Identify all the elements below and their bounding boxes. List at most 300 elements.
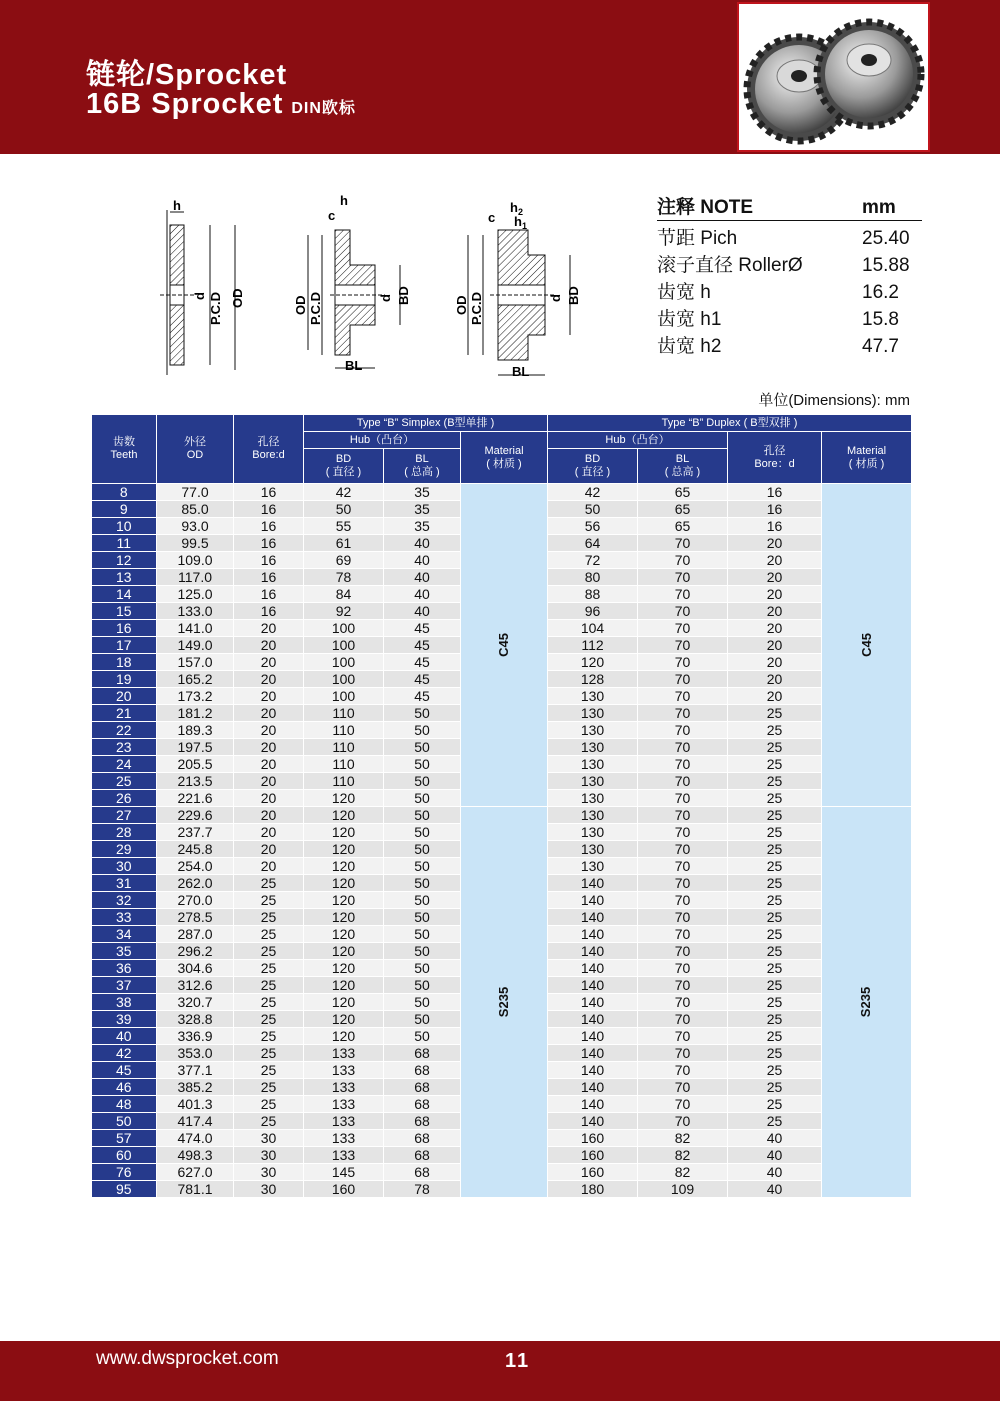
bd-cell: 133	[304, 1130, 384, 1147]
table-row	[92, 484, 912, 501]
table-row	[92, 807, 912, 824]
simplex-sprocket-drawing	[293, 193, 411, 373]
duplex-bore-cell: 25	[728, 858, 822, 875]
duplex-bd-cell: 130	[548, 790, 638, 807]
duplex-bd-cell: 140	[548, 1079, 638, 1096]
note-label: 齿宽 h1	[657, 309, 722, 330]
duplex-bore-cell: 25	[728, 909, 822, 926]
duplex-bore-cell: 40	[728, 1164, 822, 1181]
duplex-bd-cell: 140	[548, 909, 638, 926]
duplex-bl-cell: 70	[638, 1011, 728, 1028]
duplex-bore-cell: 20	[728, 671, 822, 688]
duplex-bore-cell: 40	[728, 1130, 822, 1147]
duplex-bl-cell: 70	[638, 637, 728, 654]
teeth-cell: 12	[92, 552, 157, 569]
bl-cell: 50	[384, 773, 461, 790]
note-row	[657, 333, 922, 360]
bd-cell: 120	[304, 1028, 384, 1045]
teeth-cell: 22	[92, 722, 157, 739]
od-cell: 401.3	[157, 1096, 234, 1113]
duplex-bl-cell: 70	[638, 603, 728, 620]
label-pcd-simplex: P.C.D	[308, 292, 323, 325]
duplex-bd-cell: 130	[548, 756, 638, 773]
note-title: 注释 NOTE	[657, 197, 754, 218]
bd-cell: 110	[304, 722, 384, 739]
bd-cell: 50	[304, 501, 384, 518]
duplex-bl-cell: 70	[638, 569, 728, 586]
bd-cell: 120	[304, 926, 384, 943]
bd-cell: 133	[304, 1062, 384, 1079]
bl-cell: 68	[384, 1045, 461, 1062]
bd-cell: 55	[304, 518, 384, 535]
teeth-cell: 17	[92, 637, 157, 654]
duplex-bl-cell: 82	[638, 1147, 728, 1164]
teeth-cell: 57	[92, 1130, 157, 1147]
bl-cell: 50	[384, 1011, 461, 1028]
sprocket-photo	[737, 2, 930, 152]
duplex-bd-cell: 130	[548, 688, 638, 705]
od-cell: 213.5	[157, 773, 234, 790]
note-value: 15.8	[862, 309, 899, 330]
duplex-bore-cell: 20	[728, 654, 822, 671]
bd-cell: 120	[304, 858, 384, 875]
units-label: 单位(Dimensions): mm	[758, 392, 910, 409]
bore-cell: 20	[234, 739, 304, 756]
od-cell: 296.2	[157, 943, 234, 960]
duplex-bd-cell: 140	[548, 994, 638, 1011]
duplex-bd-cell: 140	[548, 943, 638, 960]
label-bd-duplex: BD	[566, 286, 580, 305]
bl-cell: 50	[384, 943, 461, 960]
bl-cell: 40	[384, 535, 461, 552]
duplex-bl-cell: 70	[638, 994, 728, 1011]
bl-cell: 50	[384, 841, 461, 858]
duplex-bore-cell: 25	[728, 926, 822, 943]
teeth-cell: 29	[92, 841, 157, 858]
bl-cell: 45	[384, 688, 461, 705]
duplex-bl-cell: 70	[638, 552, 728, 569]
duplex-bore-cell: 25	[728, 1011, 822, 1028]
bore-cell: 20	[234, 824, 304, 841]
label-c-simplex: c	[328, 208, 336, 223]
duplex-bore-cell: 25	[728, 739, 822, 756]
duplex-bd-cell: 130	[548, 807, 638, 824]
bd-cell: 42	[304, 484, 384, 501]
bd-cell: 120	[304, 1011, 384, 1028]
od-cell: 287.0	[157, 926, 234, 943]
teeth-cell: 13	[92, 569, 157, 586]
note-label: 滚子直径 RollerØ	[657, 255, 803, 276]
bl-cell: 45	[384, 637, 461, 654]
duplex-bore-cell: 25	[728, 1045, 822, 1062]
th-bd-simplex: BD ( 直径 )	[304, 449, 384, 484]
duplex-bl-cell: 70	[638, 654, 728, 671]
duplex-bd-cell: 160	[548, 1164, 638, 1181]
standard-label: DIN欧标	[291, 100, 356, 117]
bore-cell: 30	[234, 1130, 304, 1147]
duplex-sprocket-drawing	[454, 200, 580, 379]
od-cell: 385.2	[157, 1079, 234, 1096]
bore-cell: 16	[234, 569, 304, 586]
teeth-cell: 38	[92, 994, 157, 1011]
duplex-bd-cell: 180	[548, 1181, 638, 1198]
duplex-bore-cell: 16	[728, 501, 822, 518]
teeth-cell: 14	[92, 586, 157, 603]
bore-cell: 20	[234, 620, 304, 637]
bd-cell: 145	[304, 1164, 384, 1181]
bore-cell: 25	[234, 1045, 304, 1062]
duplex-bore-cell: 20	[728, 688, 822, 705]
od-cell: 377.1	[157, 1062, 234, 1079]
duplex-bl-cell: 109	[638, 1181, 728, 1198]
od-cell: 165.2	[157, 671, 234, 688]
od-cell: 181.2	[157, 705, 234, 722]
th-bl-duplex: BL ( 总高 )	[638, 449, 728, 484]
plate-sprocket-drawing	[160, 198, 245, 375]
bore-cell: 25	[234, 1096, 304, 1113]
duplex-bl-cell: 70	[638, 1028, 728, 1045]
duplex-bore-cell: 25	[728, 773, 822, 790]
duplex-bd-cell: 42	[548, 484, 638, 501]
th-duplex: Type “B” Duplex ( B型双排 )	[548, 415, 912, 432]
duplex-bl-cell: 70	[638, 858, 728, 875]
bl-cell: 45	[384, 671, 461, 688]
duplex-bl-cell: 70	[638, 722, 728, 739]
bore-cell: 20	[234, 807, 304, 824]
od-cell: 221.6	[157, 790, 234, 807]
duplex-bl-cell: 70	[638, 1113, 728, 1130]
duplex-bd-cell: 130	[548, 705, 638, 722]
bl-cell: 50	[384, 705, 461, 722]
teeth-cell: 8	[92, 484, 157, 501]
bl-cell: 50	[384, 892, 461, 909]
label-od-duplex: OD	[454, 295, 469, 315]
teeth-cell: 26	[92, 790, 157, 807]
bore-cell: 25	[234, 892, 304, 909]
duplex-bd-cell: 140	[548, 1028, 638, 1045]
teeth-cell: 76	[92, 1164, 157, 1181]
od-cell: 205.5	[157, 756, 234, 773]
material-duplex-s235	[822, 807, 912, 1198]
bd-cell: 120	[304, 807, 384, 824]
duplex-bl-cell: 70	[638, 807, 728, 824]
label-od-simplex: OD	[293, 295, 308, 315]
bore-cell: 30	[234, 1181, 304, 1198]
teeth-cell: 35	[92, 943, 157, 960]
od-cell: 173.2	[157, 688, 234, 705]
label-pcd: P.C.D	[208, 292, 223, 325]
duplex-bd-cell: 130	[548, 824, 638, 841]
bore-cell: 20	[234, 773, 304, 790]
bd-cell: 133	[304, 1113, 384, 1130]
material-duplex-c45	[822, 484, 912, 807]
label-pcd-duplex: P.C.D	[469, 292, 484, 325]
duplex-bl-cell: 70	[638, 977, 728, 994]
duplex-bore-cell: 25	[728, 1096, 822, 1113]
teeth-cell: 48	[92, 1096, 157, 1113]
duplex-bd-cell: 140	[548, 977, 638, 994]
th-od: 外径 OD	[157, 415, 234, 484]
duplex-bl-cell: 70	[638, 841, 728, 858]
bore-cell: 16	[234, 603, 304, 620]
note-row	[657, 306, 922, 333]
bore-cell: 20	[234, 756, 304, 773]
od-cell: 627.0	[157, 1164, 234, 1181]
duplex-bore-cell: 25	[728, 943, 822, 960]
bl-cell: 35	[384, 501, 461, 518]
bd-cell: 100	[304, 671, 384, 688]
teeth-cell: 33	[92, 909, 157, 926]
duplex-bd-cell: 140	[548, 926, 638, 943]
duplex-bd-cell: 104	[548, 620, 638, 637]
label-od: OD	[230, 288, 245, 308]
label-h2-duplex: $h_2$	[510, 200, 523, 217]
duplex-bore-cell: 40	[728, 1181, 822, 1198]
duplex-bore-cell: 25	[728, 824, 822, 841]
note-panel	[657, 196, 922, 360]
od-cell: 417.4	[157, 1113, 234, 1130]
od-cell: 245.8	[157, 841, 234, 858]
duplex-bl-cell: 82	[638, 1164, 728, 1181]
od-cell: 117.0	[157, 569, 234, 586]
bl-cell: 40	[384, 569, 461, 586]
od-cell: 254.0	[157, 858, 234, 875]
duplex-bl-cell: 70	[638, 773, 728, 790]
duplex-bore-cell: 16	[728, 518, 822, 535]
bore-cell: 25	[234, 1028, 304, 1045]
duplex-bore-cell: 25	[728, 875, 822, 892]
duplex-bore-cell: 25	[728, 977, 822, 994]
duplex-bd-cell: 130	[548, 773, 638, 790]
note-row	[657, 252, 922, 279]
th-material-duplex: Material ( 材质 )	[822, 432, 912, 484]
od-cell: 270.0	[157, 892, 234, 909]
duplex-bl-cell: 70	[638, 960, 728, 977]
bl-cell: 35	[384, 518, 461, 535]
label-bl-simplex: BL	[345, 358, 363, 373]
bl-cell: 50	[384, 1028, 461, 1045]
bore-cell: 16	[234, 552, 304, 569]
bl-cell: 45	[384, 620, 461, 637]
duplex-bd-cell: 120	[548, 654, 638, 671]
teeth-cell: 42	[92, 1045, 157, 1062]
od-cell: 93.0	[157, 518, 234, 535]
duplex-bore-cell: 25	[728, 756, 822, 773]
bd-cell: 110	[304, 739, 384, 756]
bore-cell: 20	[234, 705, 304, 722]
bore-cell: 20	[234, 790, 304, 807]
duplex-bd-cell: 130	[548, 841, 638, 858]
duplex-bl-cell: 70	[638, 1045, 728, 1062]
bore-cell: 20	[234, 637, 304, 654]
bore-cell: 25	[234, 1011, 304, 1028]
duplex-bd-cell: 80	[548, 569, 638, 586]
bore-cell: 20	[234, 841, 304, 858]
bl-cell: 68	[384, 1079, 461, 1096]
od-cell: 189.3	[157, 722, 234, 739]
od-cell: 353.0	[157, 1045, 234, 1062]
label-h1-duplex: $h_1$	[514, 214, 527, 231]
bore-cell: 16	[234, 518, 304, 535]
duplex-bore-cell: 25	[728, 892, 822, 909]
bl-cell: 40	[384, 603, 461, 620]
bore-cell: 30	[234, 1164, 304, 1181]
teeth-cell: 95	[92, 1181, 157, 1198]
od-cell: 320.7	[157, 994, 234, 1011]
bd-cell: 133	[304, 1147, 384, 1164]
od-cell: 197.5	[157, 739, 234, 756]
duplex-bd-cell: 64	[548, 535, 638, 552]
duplex-bd-cell: 140	[548, 1011, 638, 1028]
duplex-bd-cell: 140	[548, 1045, 638, 1062]
bd-cell: 133	[304, 1096, 384, 1113]
bd-cell: 120	[304, 909, 384, 926]
bore-cell: 25	[234, 875, 304, 892]
bd-cell: 100	[304, 654, 384, 671]
od-cell: 77.0	[157, 484, 234, 501]
bd-cell: 69	[304, 552, 384, 569]
od-cell: 157.0	[157, 654, 234, 671]
duplex-bore-cell: 25	[728, 1028, 822, 1045]
dimension-drawings	[150, 190, 580, 390]
duplex-bore-cell: 25	[728, 705, 822, 722]
bd-cell: 120	[304, 943, 384, 960]
bl-cell: 68	[384, 1130, 461, 1147]
od-cell: 125.0	[157, 586, 234, 603]
bd-cell: 110	[304, 773, 384, 790]
duplex-bore-cell: 20	[728, 586, 822, 603]
bd-cell: 110	[304, 705, 384, 722]
bd-cell: 133	[304, 1045, 384, 1062]
duplex-bl-cell: 65	[638, 484, 728, 501]
bl-cell: 50	[384, 722, 461, 739]
duplex-bl-cell: 70	[638, 705, 728, 722]
note-value: 25.40	[862, 228, 910, 249]
duplex-bl-cell: 70	[638, 535, 728, 552]
bore-cell: 25	[234, 994, 304, 1011]
duplex-bl-cell: 70	[638, 671, 728, 688]
duplex-bl-cell: 65	[638, 518, 728, 535]
teeth-cell: 18	[92, 654, 157, 671]
duplex-bd-cell: 130	[548, 722, 638, 739]
duplex-bore-cell: 25	[728, 790, 822, 807]
duplex-bd-cell: 160	[548, 1147, 638, 1164]
duplex-bore-cell: 25	[728, 1079, 822, 1096]
duplex-bd-cell: 140	[548, 1062, 638, 1079]
th-hub-duplex: Hub（凸台）	[548, 432, 728, 449]
duplex-bd-cell: 130	[548, 858, 638, 875]
bd-cell: 133	[304, 1079, 384, 1096]
bore-cell: 20	[234, 722, 304, 739]
od-cell: 498.3	[157, 1147, 234, 1164]
od-cell: 312.6	[157, 977, 234, 994]
duplex-bd-cell: 72	[548, 552, 638, 569]
bl-cell: 68	[384, 1164, 461, 1181]
od-cell: 149.0	[157, 637, 234, 654]
bd-cell: 100	[304, 688, 384, 705]
duplex-bd-cell: 50	[548, 501, 638, 518]
od-cell: 278.5	[157, 909, 234, 926]
od-cell: 99.5	[157, 535, 234, 552]
bl-cell: 50	[384, 807, 461, 824]
label-bd-simplex: BD	[396, 286, 411, 305]
th-bore: 孔径 Bore:d	[234, 415, 304, 484]
note-row	[657, 225, 922, 252]
teeth-cell: 25	[92, 773, 157, 790]
bl-cell: 68	[384, 1096, 461, 1113]
bd-cell: 78	[304, 569, 384, 586]
bore-cell: 16	[234, 535, 304, 552]
page-header	[0, 0, 1000, 154]
duplex-bl-cell: 70	[638, 824, 728, 841]
teeth-cell: 40	[92, 1028, 157, 1045]
teeth-cell: 37	[92, 977, 157, 994]
page-number: 11	[505, 1350, 531, 1372]
od-cell: 781.1	[157, 1181, 234, 1198]
duplex-bd-cell: 140	[548, 960, 638, 977]
teeth-cell: 19	[92, 671, 157, 688]
th-bd-duplex: BD ( 直径 )	[548, 449, 638, 484]
duplex-bl-cell: 82	[638, 1130, 728, 1147]
bore-cell: 25	[234, 1079, 304, 1096]
od-cell: 141.0	[157, 620, 234, 637]
material-label: S235	[496, 986, 511, 1018]
teeth-cell: 60	[92, 1147, 157, 1164]
duplex-bd-cell: 140	[548, 1113, 638, 1130]
label-h: h	[173, 198, 181, 213]
bl-cell: 68	[384, 1113, 461, 1130]
teeth-cell: 9	[92, 501, 157, 518]
bd-cell: 120	[304, 892, 384, 909]
duplex-bore-cell: 25	[728, 807, 822, 824]
od-cell: 336.9	[157, 1028, 234, 1045]
duplex-bd-cell: 96	[548, 603, 638, 620]
bl-cell: 50	[384, 790, 461, 807]
label-h-simplex: h	[340, 193, 348, 208]
note-value: 16.2	[862, 282, 899, 303]
bore-cell: 20	[234, 671, 304, 688]
duplex-bore-cell: 25	[728, 841, 822, 858]
duplex-bl-cell: 70	[638, 926, 728, 943]
bd-cell: 120	[304, 994, 384, 1011]
th-material-simplex: Material ( 材质 )	[461, 432, 548, 484]
bore-cell: 20	[234, 858, 304, 875]
website-url: www.dwsprocket.com	[96, 1348, 279, 1369]
note-row	[657, 279, 922, 306]
duplex-bl-cell: 70	[638, 790, 728, 807]
duplex-bd-cell: 140	[548, 875, 638, 892]
teeth-cell: 34	[92, 926, 157, 943]
teeth-cell: 21	[92, 705, 157, 722]
duplex-bore-cell: 20	[728, 620, 822, 637]
duplex-bl-cell: 70	[638, 739, 728, 756]
th-simplex: Type “B” Simplex (B型单排 )	[304, 415, 548, 432]
material-simplex-s235	[461, 807, 548, 1198]
page-subtitle	[86, 88, 356, 121]
duplex-bore-cell: 20	[728, 603, 822, 620]
duplex-bore-cell: 16	[728, 484, 822, 501]
bl-cell: 50	[384, 858, 461, 875]
duplex-bd-cell: 130	[548, 739, 638, 756]
od-cell: 133.0	[157, 603, 234, 620]
bd-cell: 92	[304, 603, 384, 620]
duplex-bore-cell: 25	[728, 722, 822, 739]
duplex-bore-cell: 20	[728, 535, 822, 552]
sprocket-diagrams	[150, 190, 580, 390]
duplex-bore-cell: 25	[728, 994, 822, 1011]
teeth-cell: 30	[92, 858, 157, 875]
duplex-bore-cell: 25	[728, 1062, 822, 1079]
